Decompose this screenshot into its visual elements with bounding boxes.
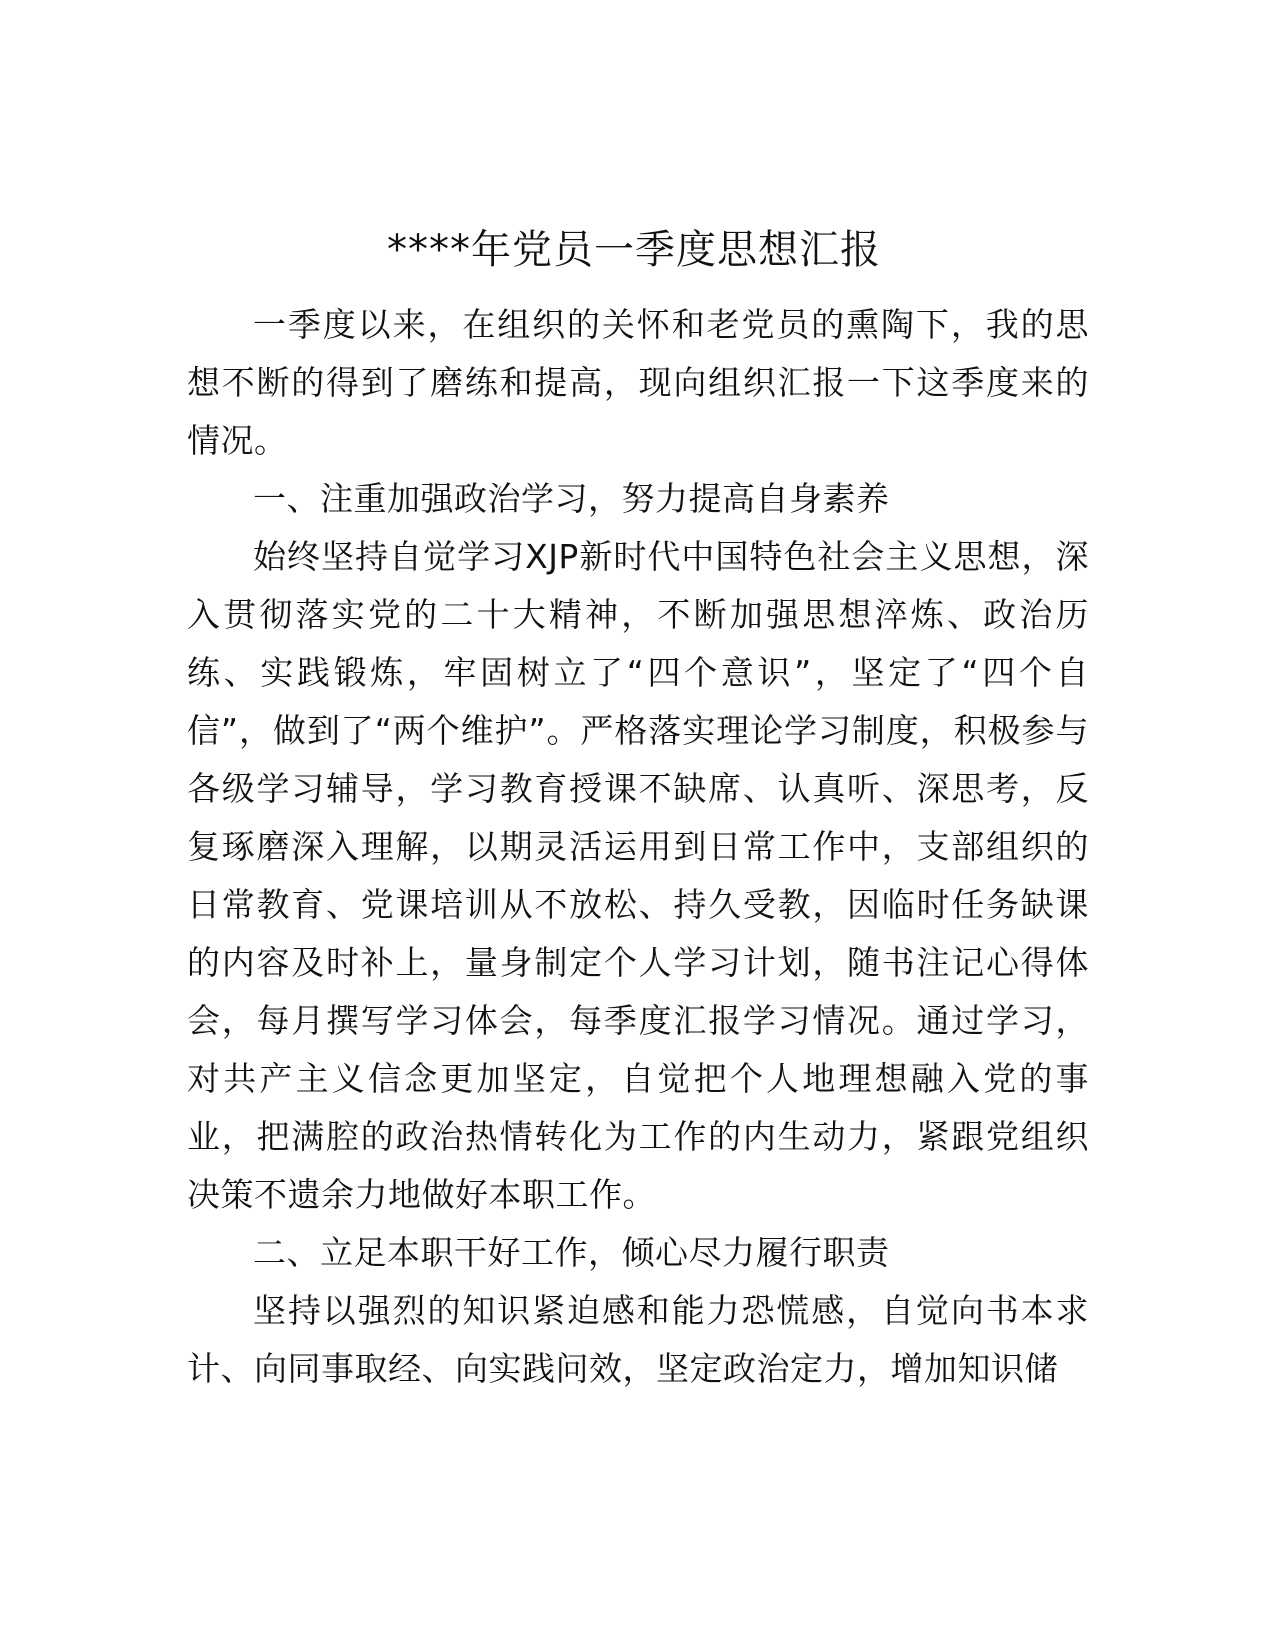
- section-1-paragraph: 始终坚持自觉学习XJP新时代中国特色社会主义思想，深入贯彻落实党的二十大精神，不断加强思想淬炼、政治历练、实践锻炼，牢固树立了“四个意识”，坚定了“四个自信”，做到了“两个维护”。严格落实理论学习制度，积极参与各级学习辅导，学习教育授课不缺席、认真听、深思考，反复琢磨深入理解，以期灵活运用到日常工作中，支部组织的日常教育、党课培训从不放松、持久受教，因临时任务缺课的内容及时补上，量身制定个人学习计划，随书注记心得体会，每月撰写学习体会，每季度汇报学习情况。通过学习，对共产主义信念更加坚定，自觉把个人地理想融入党的事业，把满腔的政治热情转化为工作的内生动力，紧跟党组织决策不遗余力地做好本职工作。: [187, 537, 1089, 1214]
- section-2-heading: 二、立足本职干好工作，倾心尽力履行职责: [253, 1233, 890, 1272]
- intro-paragraph: 一季度以来，在组织的关怀和老党员的熏陶下，我的思想不断的得到了磨练和提高，现向组织汇报一下这季度来的情况。: [187, 305, 1089, 460]
- document-title: ****年党员一季度思想汇报: [387, 227, 881, 273]
- section-1-heading: 一、注重加强政治学习，努力提高自身素养: [253, 479, 890, 518]
- document-body: [187, 296, 1089, 1398]
- section-2-paragraph: 坚持以强烈的知识紧迫感和能力恐慌感，自觉向书本求计、向同事取经、向实践问效，坚定政治定力，增加知识储: [187, 1291, 1089, 1388]
